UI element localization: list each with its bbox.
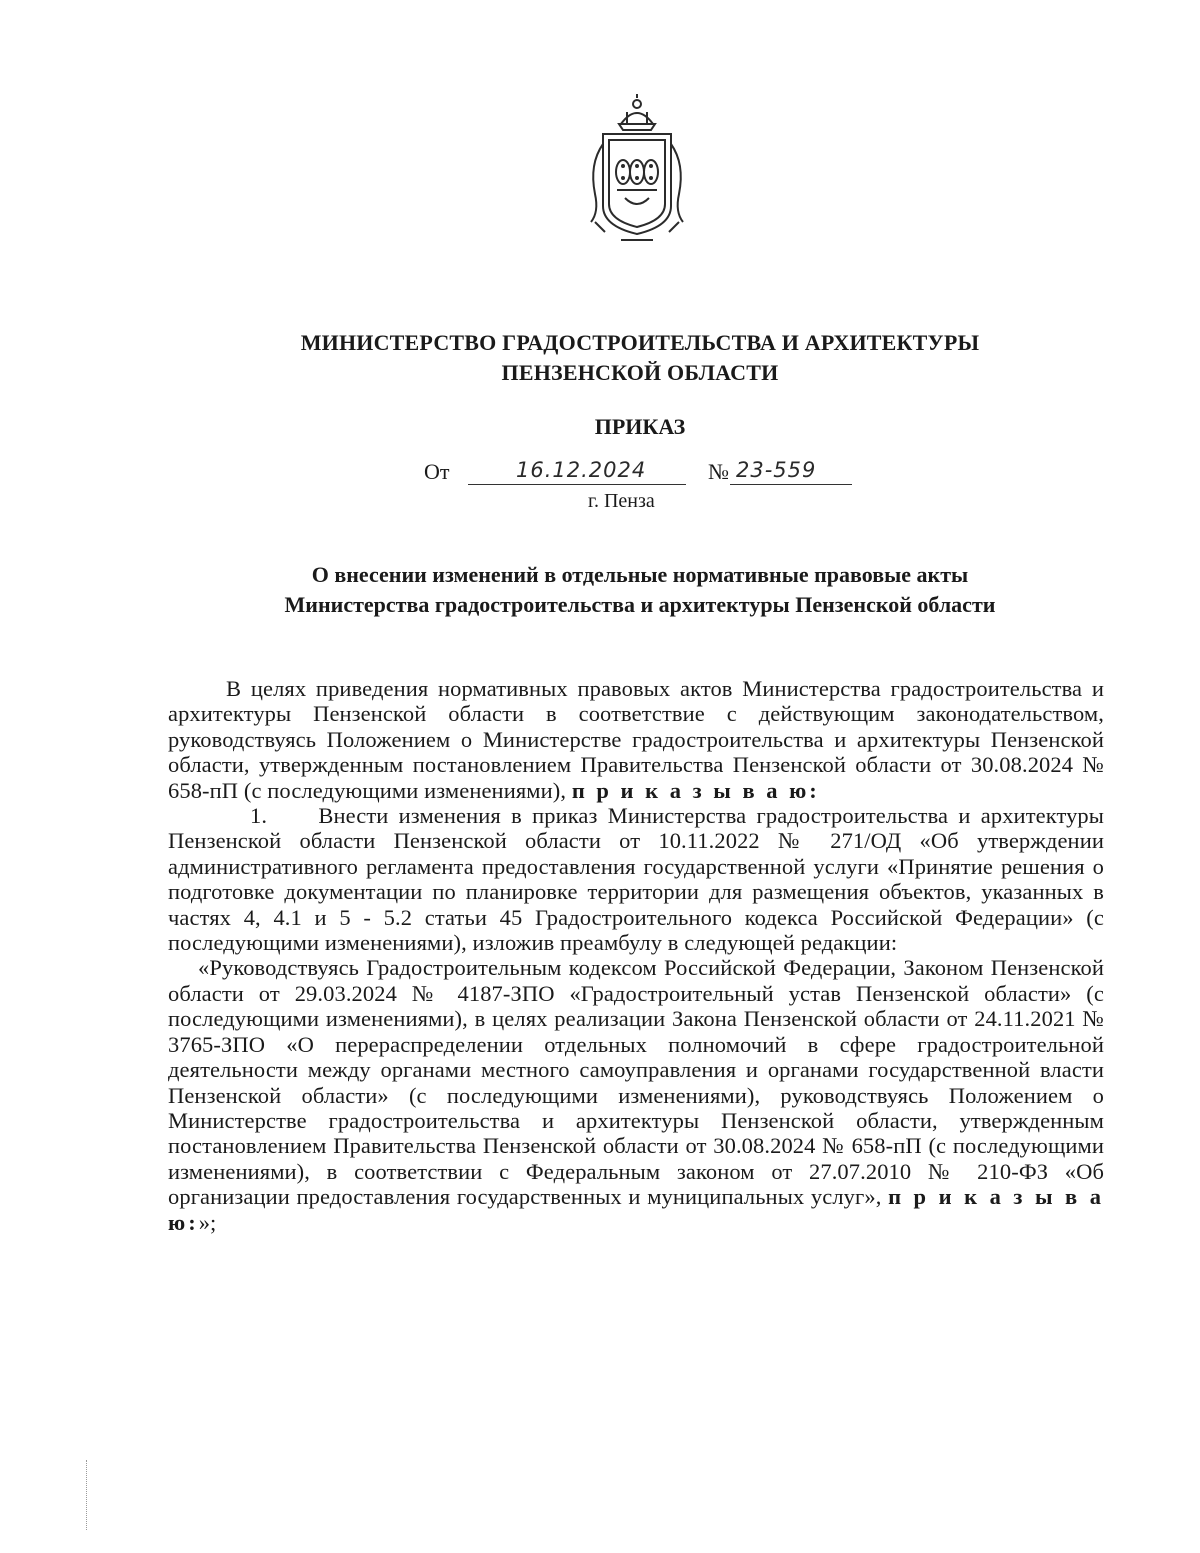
paragraph-new-preamble-text: «Руководствуясь Градостроительным кодексом Российской Федерации, Законом Пензенской области от 29.03.2024 № 4187-ЗПО «Градостроительный устав Пензенской области» (с последующими изменениями), в целях реализации Закона Пензенской области от 24.11.2021 № 3765-ЗПО «О перераспределении отдельных полномочий в сфере градостроительной деятельности между органами местного самоуправления и органами государственной власти Пензенской области» (с последующими изменениями), руководствуясь Положением о Министерстве градостроительства и архитектуры Пензенской области, утвержденным постановлением Правительства Пензенской области от 30.08.2024 № 658-пП (с последующими изменениями), в соответствии с Федеральным законом от 27.07.2010 № 210-ФЗ «Об организации предоставления государственных и муниципальных услуг», [168, 955, 1104, 1210]
document-subject [0, 560, 1200, 620]
paragraph-preamble [168, 676, 1104, 803]
date-value: 16.12.2024 [516, 458, 647, 482]
date-label: От [424, 459, 450, 484]
org-line-1: МИНИСТЕРСТВО ГРАДОСТРОИТЕЛЬСТВА И АРХИТЕКТУРЫ [300, 330, 980, 355]
document-type: ПРИКАЗ [594, 414, 686, 439]
org-line-2: ПЕНЗЕНСКОЙ ОБЛАСТИ [501, 360, 779, 385]
number-value: 23-559 [736, 458, 817, 482]
number-underline [730, 484, 852, 485]
number-label: № [708, 459, 729, 484]
city: г. Пенза [588, 490, 655, 512]
paragraph-new-preamble [168, 955, 1104, 1234]
coat-of-arms-icon [581, 94, 693, 244]
paragraph-item-1: 1. Внести изменения в приказ Министерства градостроительства и архитектуры Пензенской области Пензенской области от 10.11.2022 № 271/ОД «Об утверждении административного регламента предоставления государственной услуги «Принятие решения о подготовке документации по планировке территории для размещения объектов, указанных в частях 4, 4.1 и 5 - 5.2 статьи 45 Градостроительного кодекса Российской Федерации» (с последующими изменениями), изложив преамбулу в следующей редакции: [168, 803, 1104, 956]
command-word: п р и к а з ы в а ю: [571, 777, 820, 803]
organization-name [0, 328, 1200, 388]
subject-line-2: Министерства градостроительства и архитектуры Пензенской области [284, 592, 996, 617]
date-underline [468, 484, 686, 485]
date-number-line [424, 458, 854, 486]
command-word-quoted: п р и к а з ы в а ю: [168, 1184, 1104, 1235]
scan-margin-mark [86, 1460, 95, 1530]
paragraph-new-preamble-tail: »; [198, 1209, 217, 1235]
paragraph-preamble-text: В целях приведения нормативных правовых актов Министерства градостроительства и архитектуры Пензенской области в соответствие с действующим законодательством, руководствуясь Положением о Министерстве градостроительства и архитектуры Пензенской области, утвержденным постановлением Правительства Пензенской области от 30.08.2024 № 658-пП (с последующими изменениями), [168, 676, 1104, 803]
subject-line-1: О внесении изменений в отдельные нормативные правовые акты [311, 562, 969, 587]
document-body [168, 676, 1104, 1235]
